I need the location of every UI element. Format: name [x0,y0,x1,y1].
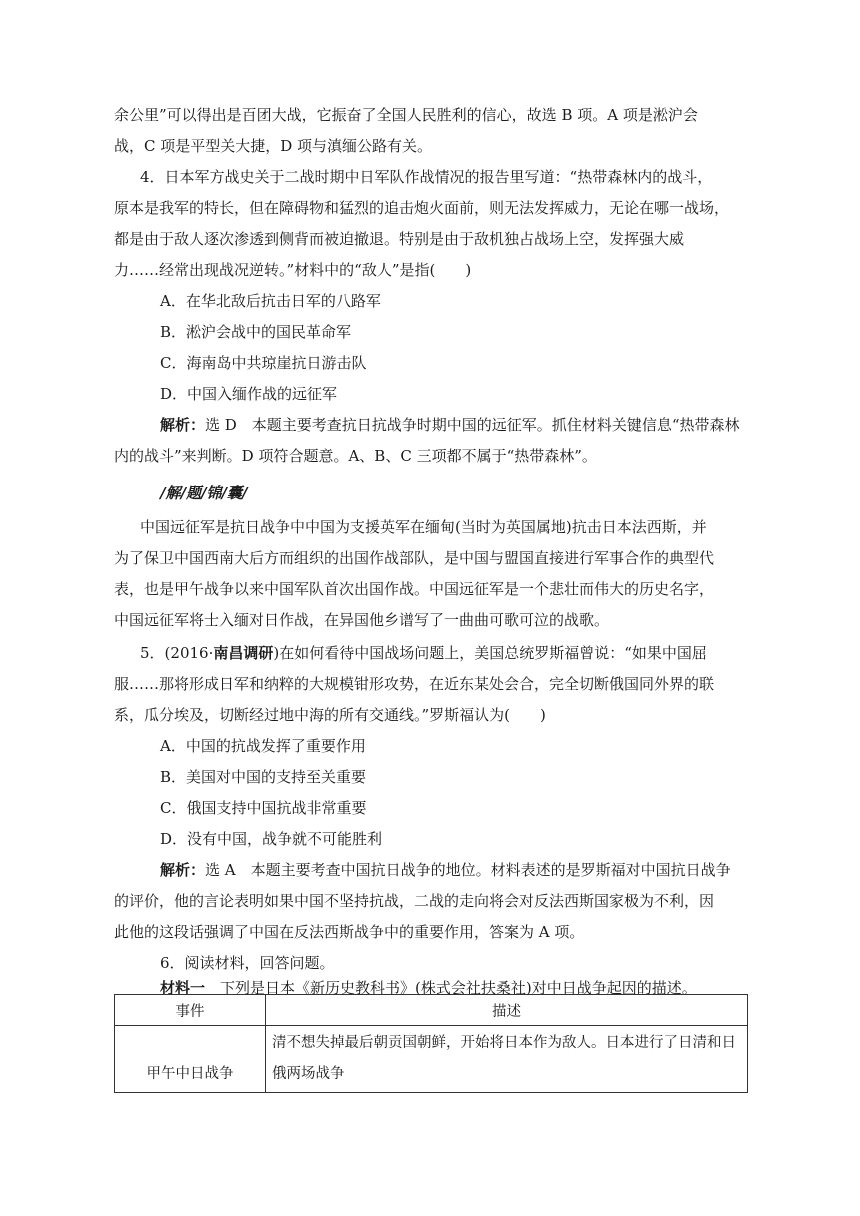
analysis-text: 选 A 本题主要考查中国抗日战争的地位。材料表述的是罗斯福对中国抗日战争 [205,861,731,879]
paragraph-line: 战，C 项是平型关大捷，D 项与滇缅公路有关。 [114,137,433,155]
question-5-stem: 服……那将形成日军和纳粹的大规模钳形攻势，在近东某处会合，完全切断俄国同外界的联 [114,675,715,693]
table-cell-event: 甲午中日战争 [115,1026,266,1093]
paragraph-line: 余公里”可以得出是百团大战，它振奋了全国人民胜利的信心，故选 B 项。A 项是淞沪会 [114,106,698,124]
question-4-option-c: C．海南岛中共琼崖抗日游击队 [160,354,367,372]
question-4-analysis [160,410,748,441]
tip-heading: /解/题/锦/囊/ [160,484,248,502]
question-4-stem: 力……经常出现战况逆转。”材料中的“敌人”是指( ) [114,261,472,279]
question-5-analysis [160,855,748,886]
material-1-label: 材料一 [160,979,206,997]
question-4-stem: 4．日本军方战史关于二战时期中日军队作战情况的报告里写道：“热带森林内的战斗， [140,168,713,186]
table-cell-description: 清不想失掉最后朝贡国朝鲜，开始将日本作为敌人。日本进行了日清和日俄两场战争 [266,1026,748,1093]
tip-paragraph: 中国远征军是抗日战争中中国为支援英军在缅甸(当时为英国属地)抗击日本法西斯，并 [140,518,707,536]
question-4-analysis: 内的战斗”来判断。D 项符合题意。A、B、C 三项都不属于“热带森林”。 [114,447,597,465]
material-1-text: 下列是日本《新历史教科书》(株式会社扶桑社)对中日战争起因的描述。 [205,979,697,997]
question-5-option-a: A．中国的抗战发挥了重要作用 [160,737,366,755]
question-5-number: 5．(2016· [140,644,214,662]
table-header-event: 事件 [115,995,266,1026]
question-5-stem: 系，瓜分埃及，切断经过地中海的所有交通线。”罗斯福认为( ) [114,706,546,724]
question-4-stem: 都是由于敌人逐次渗透到侧背而被迫撤退。特别是由于敌机独占战场上空，发挥强大威 [114,230,685,248]
question-5-option-d: D．没有中国，战争就不可能胜利 [160,830,383,848]
material-1-table [114,994,748,1093]
question-5-text: )在如何看待中国战场问题上，美国总统罗斯福曾说：“如果中国屈 [273,644,707,662]
question-5-option-b: B．美国对中国的支持至关重要 [160,768,367,786]
question-5-option-c: C．俄国支持中国抗战非常重要 [160,799,367,817]
question-4-option-a: A．在华北敌后抗击日军的八路军 [160,292,381,310]
question-5-analysis: 此他的这段话强调了中国在反法西斯战争中的重要作用，答案为 A 项。 [114,923,585,941]
question-4-stem: 原本是我军的特长，但在障碍物和猛烈的追击炮火面前，则无法发挥威力，无论在哪一战场， [114,199,730,217]
analysis-text: 选 D 本题主要考查抗日抗战争时期中国的远征军。抓住材料关键信息“热带森林 [205,416,740,434]
question-6-stem: 6．阅读材料，回答问题。 [160,954,335,972]
question-4-option-b: B．淞沪会战中的国民革命军 [160,323,352,341]
analysis-label: 解析： [160,861,206,879]
tip-paragraph: 表，也是甲午战争以来中国军队首次出国作战。中国远征军是一个悲壮而伟大的历史名字， [114,580,715,598]
question-5-analysis: 的评价，他的言论表明如果中国不坚持抗战，二战的走向将会对反法西斯国家极为不利，因 [114,892,715,910]
question-5-source: 南昌调研 [213,644,274,662]
table-row [115,1026,748,1093]
question-5-stem [140,638,748,669]
table-header-row [115,995,748,1026]
tip-paragraph: 中国远征军将士入缅对日作战，在异国他乡谱写了一曲曲可歌可泣的战歌。 [114,611,610,629]
table-header-description: 描述 [266,995,748,1026]
tip-paragraph: 为了保卫中国西南大后方而组织的出国作战部队，是中国与盟国直接进行军事合作的典型代 [114,549,715,567]
question-4-option-d: D．中国入缅作战的远征军 [160,385,338,403]
analysis-label: 解析： [160,416,206,434]
